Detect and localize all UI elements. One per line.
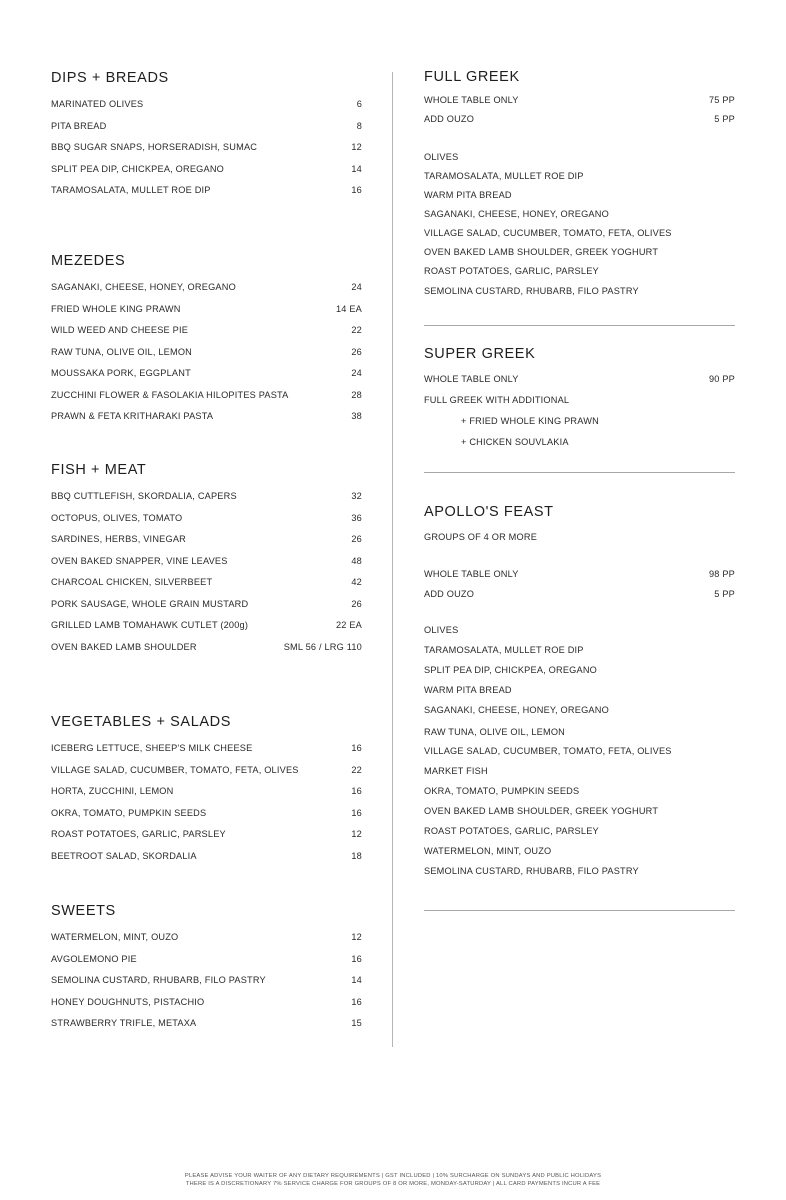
- menu-item: [424, 663, 735, 677]
- menu-item: [424, 643, 735, 657]
- section-full-greek: [424, 69, 735, 296]
- section-fish-meat: [51, 462, 362, 652]
- footer-notice: [0, 1172, 786, 1188]
- menu-item: [51, 741, 362, 755]
- item-price: 16: [351, 786, 362, 796]
- menu-item: [424, 414, 735, 428]
- menu-item: [424, 435, 735, 449]
- item-price: 14 EA: [335, 303, 362, 314]
- menu-item: [51, 183, 362, 197]
- menu-item: [51, 930, 362, 944]
- menu-item: [424, 744, 735, 758]
- item-name: WATERMELON, MINT, OUZO: [51, 932, 179, 942]
- item-name: ROAST POTATOES, GARLIC, PARSLEY: [424, 826, 599, 836]
- item-name: SEMOLINA CUSTARD, RHUBARB, FILO PASTRY: [424, 866, 639, 876]
- menu-item: [424, 725, 735, 739]
- item-price: 42: [351, 577, 362, 587]
- menu-item: [51, 554, 362, 568]
- item-name: MARINATED OLIVES: [51, 99, 144, 109]
- menu-item: [424, 264, 735, 278]
- item-name: VILLAGE SALAD, CUCUMBER, TOMATO, FETA, OLIVES: [424, 746, 672, 756]
- item-name: BBQ CUTTLEFISH, SKORDALIA, CAPERS: [51, 491, 237, 501]
- item-name: WILD WEED AND CHEESE PIE: [51, 325, 189, 335]
- item-price: 16: [351, 807, 362, 818]
- item-price: 22: [351, 764, 362, 775]
- item-name: OKRA, TOMATO, PUMPKIN SEEDS: [51, 807, 207, 818]
- menu-item: [51, 323, 362, 337]
- item-name: STRAWBERRY TRIFLE, METAXA: [51, 1018, 197, 1028]
- section-title: APOLLO'S FEAST: [424, 504, 554, 520]
- section-title: FISH + MEAT: [51, 462, 147, 478]
- menu-item: [51, 806, 362, 820]
- item-name: BBQ SUGAR SNAPS, HORSERADISH, SUMAC: [51, 142, 258, 152]
- item-name: SAGANAKI, CHEESE, HONEY, OREGANO: [424, 209, 609, 219]
- item-price: 5 PP: [714, 589, 735, 599]
- menu-item: [424, 393, 735, 407]
- item-name: MARKET FISH: [424, 766, 488, 776]
- item-name: CHARCOAL CHICKEN, SILVERBEET: [51, 577, 213, 587]
- item-price: 14: [351, 163, 362, 174]
- section-apollos-feast: [424, 504, 735, 876]
- item-name: OLIVES: [424, 625, 459, 635]
- menu-item: [424, 784, 735, 798]
- menu-item: [424, 567, 735, 581]
- item-price: 22 EA: [335, 620, 362, 630]
- item-price: 26: [351, 346, 362, 357]
- section-title: DIPS + BREADS: [51, 70, 169, 86]
- item-name: SAGANAKI, CHEESE, HONEY, OREGANO: [424, 705, 609, 715]
- section-divider: [424, 325, 735, 326]
- item-price: 24: [351, 282, 362, 292]
- item-name: VILLAGE SALAD, CUCUMBER, TOMATO, FETA, OLIVES: [51, 764, 299, 775]
- menu-item: [51, 119, 362, 133]
- section-vegetables-salads: [51, 714, 362, 861]
- section-title: MEZEDES: [51, 253, 126, 269]
- column-divider: [392, 72, 393, 1047]
- menu-item: [424, 112, 735, 126]
- menu-item: [424, 683, 735, 697]
- menu-item: [51, 1016, 362, 1030]
- menu-item: [424, 93, 735, 107]
- item-name: ICEBERG LETTUCE, SHEEP'S MILK CHEESE: [51, 743, 253, 753]
- menu-item: [424, 864, 735, 878]
- menu-item: [51, 345, 362, 359]
- item-name: SEMOLINA CUSTARD, RHUBARB, FILO PASTRY: [51, 975, 266, 985]
- menu-item: [424, 844, 735, 858]
- item-price: 48: [351, 555, 362, 566]
- menu-item: [424, 804, 735, 818]
- menu-item: [424, 824, 735, 838]
- menu-item: [424, 245, 735, 259]
- item-price: 16: [351, 953, 362, 964]
- item-name: GROUPS OF 4 OR MORE: [424, 532, 538, 542]
- item-price: 24: [351, 368, 362, 378]
- item-price: 32: [351, 491, 362, 501]
- menu-item: [51, 532, 362, 546]
- item-name: + FRIED WHOLE KING PRAWN: [461, 416, 599, 426]
- menu-item: [424, 764, 735, 778]
- menu-item: [424, 623, 735, 637]
- menu-item: [51, 849, 362, 863]
- item-name: OLIVES: [424, 152, 459, 162]
- item-name: HONEY DOUGHNUTS, PISTACHIO: [51, 996, 205, 1007]
- item-name: TARAMOSALATA, MULLET ROE DIP: [51, 185, 211, 195]
- item-name: ROAST POTATOES, GARLIC, PARSLEY: [51, 829, 226, 839]
- item-name: ZUCCHINI FLOWER & FASOLAKIA HILOPITES PASTA: [51, 389, 289, 400]
- item-price: 26: [351, 598, 362, 609]
- item-name: TARAMOSALATA, MULLET ROE DIP: [424, 171, 584, 181]
- item-name: SPLIT PEA DIP, CHICKPEA, OREGANO: [51, 163, 225, 174]
- item-name: OVEN BAKED LAMB SHOULDER, GREEK YOGHURT: [424, 247, 659, 257]
- menu-item: [51, 952, 362, 966]
- item-price: 16: [351, 743, 362, 753]
- menu-item: [51, 302, 362, 316]
- item-price: 14: [351, 975, 362, 985]
- item-price: 12: [351, 932, 362, 942]
- item-price: 22: [351, 325, 362, 335]
- item-price: 12: [351, 142, 362, 152]
- item-name: OCTOPUS, OLIVES, TOMATO: [51, 512, 183, 523]
- item-price: 5 PP: [714, 114, 735, 124]
- menu-item: [424, 530, 735, 544]
- item-price: 28: [351, 389, 362, 400]
- item-name: RAW TUNA, OLIVE OIL, LEMON: [51, 346, 192, 357]
- item-name: AVGOLEMONO PIE: [51, 953, 137, 964]
- item-name: WATERMELON, MINT, OUZO: [424, 846, 552, 856]
- menu-item: [51, 280, 362, 294]
- item-name: SEMOLINA CUSTARD, RHUBARB, FILO PASTRY: [424, 286, 639, 296]
- item-price: 18: [351, 850, 362, 861]
- item-name: BEETROOT SALAD, SKORDALIA: [51, 850, 197, 861]
- footer-line: PLEASE ADVISE YOUR WAITER OF ANY DIETARY REQUIREMENTS | GST INCLUDED | 10% SURCHARGE ON SUNDAYS AND PUBLIC HOLIDAYS: [184, 1173, 602, 1179]
- item-name: WHOLE TABLE ONLY: [424, 569, 519, 579]
- menu-item: [51, 784, 362, 798]
- menu-item: [51, 366, 362, 380]
- menu-item: [424, 226, 735, 240]
- item-price: 6: [356, 99, 362, 109]
- item-name: + CHICKEN SOUVLAKIA: [461, 437, 569, 447]
- item-price: 38: [351, 411, 362, 421]
- menu-item: [424, 150, 735, 164]
- menu-item: [51, 575, 362, 589]
- footer-line: THERE IS A DISCRETIONARY 7% SERVICE CHARGE FOR GROUPS OF 8 OR MORE, MONDAY-SATURDAY | ALL CARD PAYMENTS INCUR A FEE: [185, 1181, 601, 1187]
- item-name: VILLAGE SALAD, CUCUMBER, TOMATO, FETA, OLIVES: [424, 228, 672, 238]
- section-title: FULL GREEK: [424, 69, 520, 85]
- menu-item: [51, 489, 362, 503]
- menu-item: [424, 169, 735, 183]
- section-mezedes: [51, 253, 362, 421]
- item-price: 75 PP: [708, 95, 735, 105]
- menu-item: [51, 827, 362, 841]
- section-dips-breads: [51, 70, 362, 195]
- section-sweets: [51, 903, 362, 1028]
- item-price: 26: [351, 534, 362, 544]
- menu-item: [51, 388, 362, 402]
- item-price: 90 PP: [708, 374, 735, 384]
- item-name: ROAST POTATOES, GARLIC, PARSLEY: [424, 266, 599, 276]
- item-name: TARAMOSALATA, MULLET ROE DIP: [424, 645, 584, 655]
- menu-item: [51, 973, 362, 987]
- item-price: 12: [351, 829, 362, 839]
- item-price: 36: [351, 512, 362, 523]
- menu-item: [424, 372, 735, 386]
- item-name: SARDINES, HERBS, VINEGAR: [51, 534, 186, 544]
- item-name: PORK SAUSAGE, WHOLE GRAIN MUSTARD: [51, 598, 249, 609]
- item-name: PITA BREAD: [51, 120, 107, 131]
- menu-item: [51, 597, 362, 611]
- item-name: OVEN BAKED LAMB SHOULDER, GREEK YOGHURT: [424, 806, 659, 816]
- item-name: GRILLED LAMB TOMAHAWK CUTLET (200g): [51, 620, 249, 630]
- menu-item: [51, 618, 362, 632]
- item-name: WARM PITA BREAD: [424, 190, 512, 200]
- menu-item: [51, 409, 362, 423]
- item-name: OVEN BAKED SNAPPER, VINE LEAVES: [51, 555, 228, 566]
- menu-item: [424, 207, 735, 221]
- section-title: SWEETS: [51, 903, 116, 919]
- menu-item: [424, 284, 735, 298]
- menu-item: [51, 162, 362, 176]
- item-name: ADD OUZO: [424, 589, 475, 599]
- menu-item: [51, 995, 362, 1009]
- item-name: SPLIT PEA DIP, CHICKPEA, OREGANO: [424, 665, 598, 675]
- item-price: 16: [351, 996, 362, 1007]
- item-price: 98 PP: [708, 569, 735, 579]
- item-name: OVEN BAKED LAMB SHOULDER: [51, 641, 197, 652]
- item-name: OKRA, TOMATO, PUMPKIN SEEDS: [424, 786, 580, 796]
- item-name: WHOLE TABLE ONLY: [424, 95, 519, 105]
- menu-item: [51, 97, 362, 111]
- menu-item: [51, 640, 362, 654]
- menu-item: [424, 587, 735, 601]
- menu-item: [51, 140, 362, 154]
- section-divider: [424, 910, 735, 911]
- item-name: WHOLE TABLE ONLY: [424, 374, 519, 384]
- section-title: VEGETABLES + SALADS: [51, 714, 231, 730]
- item-name: MOUSSAKA PORK, EGGPLANT: [51, 368, 191, 378]
- item-price: 16: [351, 185, 362, 195]
- item-name: FULL GREEK WITH ADDITIONAL: [424, 395, 570, 405]
- item-name: ADD OUZO: [424, 114, 475, 124]
- item-name: WARM PITA BREAD: [424, 685, 512, 695]
- menu-item: [424, 188, 735, 202]
- item-price: 8: [356, 120, 362, 131]
- section-title: SUPER GREEK: [424, 346, 536, 362]
- menu-item: [51, 763, 362, 777]
- item-name: PRAWN & FETA KRITHARAKI PASTA: [51, 411, 214, 421]
- item-name: FRIED WHOLE KING PRAWN: [51, 303, 181, 314]
- item-name: SAGANAKI, CHEESE, HONEY, OREGANO: [51, 282, 236, 292]
- item-price: SML 56 / LRG 110: [283, 641, 362, 652]
- item-name: HORTA, ZUCCHINI, LEMON: [51, 786, 174, 796]
- menu-item: [51, 511, 362, 525]
- section-super-greek: [424, 346, 735, 447]
- item-name: RAW TUNA, OLIVE OIL, LEMON: [424, 727, 565, 737]
- menu-item: [424, 703, 735, 717]
- item-price: 15: [351, 1018, 362, 1028]
- section-divider: [424, 472, 735, 473]
